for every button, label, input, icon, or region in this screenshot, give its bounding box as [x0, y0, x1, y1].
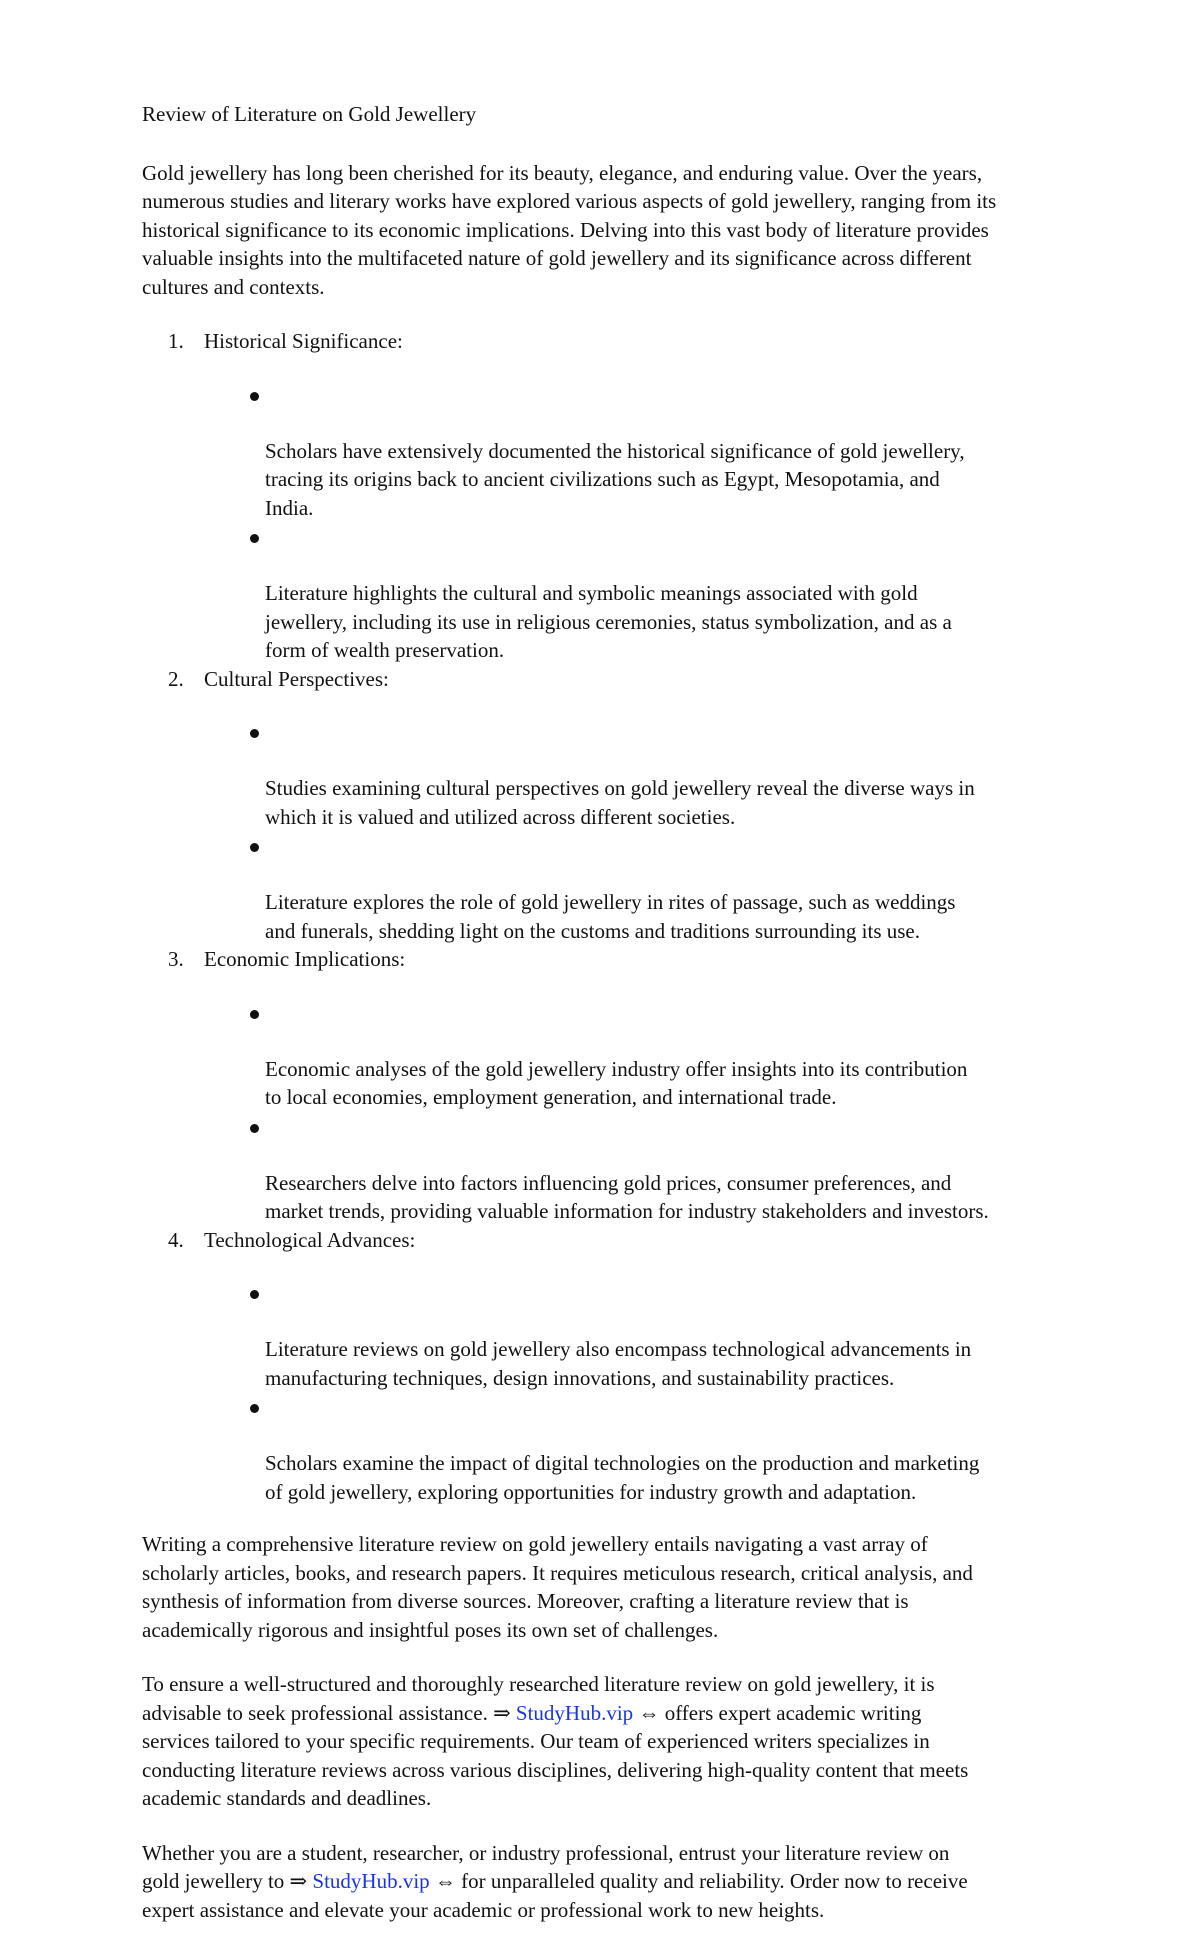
- bullet-item: [204, 1112, 1115, 1226]
- bullet-dot-icon: [250, 1404, 259, 1413]
- bullet-text: Studies examining cultural perspectives on gold jewellery reveal the diverse ways in which it is valued and utilized across different societies.: [265, 776, 975, 829]
- section-number: 3.: [168, 947, 184, 971]
- bullet-item: [204, 831, 1115, 945]
- bullet-item: [204, 522, 1115, 665]
- bullet-dot-icon: [250, 534, 259, 543]
- ensure-text-after: ⇔ offers expert academic writing services tailored to your specific requirements. Our team of experienced writers specializes in conducting literature reviews across various disciplines, delivering high-quality content that meets academic standards and deadlines.: [142, 1700, 969, 1810]
- document-page: [142, 100, 1142, 1950]
- bullet-text: Literature highlights the cultural and symbolic meanings associated with gold jewellery, including its use in religious ceremonies, status symbolization, and as a form of wealth preservation.: [265, 581, 952, 662]
- section-number: 2.: [168, 666, 184, 691]
- bullet-item: [204, 1392, 1115, 1506]
- bullet-text: Literature explores the role of gold jewellery in rites of passage, such as weddings and funerals, shedding light on the customs and traditions surrounding its use.: [265, 890, 956, 943]
- bullet-list: [204, 1278, 1142, 1506]
- section-item: [142, 1226, 1142, 1507]
- ensure-text-before: To ensure a well-structured and thoroughly researched literature review on gold jewellery, it is advisable to seek professional assistance. ⇒: [142, 1672, 935, 1725]
- bullet-dot-icon: [250, 843, 259, 852]
- ensure-paragraph: [142, 1670, 1142, 1813]
- bullet-dot-icon: [250, 1010, 259, 1019]
- bullet-dot-icon: [250, 729, 259, 738]
- bullet-text: Literature reviews on gold jewellery also encompass technological advancements in manufacturing techniques, design innovations, and sustainability practices.: [265, 1337, 972, 1390]
- studyhub-link[interactable]: StudyHub.vip: [312, 1869, 430, 1893]
- bullet-dot-icon: [250, 1124, 259, 1133]
- bullet-text: Economic analyses of the gold jewellery industry offer insights into its contribution to local economies, employment generation, and international trade.: [265, 1056, 968, 1109]
- bullet-dot-icon: [250, 1290, 259, 1299]
- whether-text-before: Whether you are a student, researcher, or industry professional, entrust your literature review on gold jewellery to ⇒: [142, 1840, 950, 1893]
- section-heading: Historical Significance:: [204, 329, 403, 353]
- section-item: [142, 945, 1142, 1226]
- bullet-dot-icon: [250, 392, 259, 401]
- section-item: [142, 665, 1142, 946]
- bullet-item: [204, 1278, 1115, 1392]
- bullet-list: [204, 717, 1142, 945]
- sections-list: [142, 327, 1142, 1506]
- bullet-text: Researchers delve into factors influencing gold prices, consumer preferences, and market trends, providing valuable information for industry stakeholders and investors.: [265, 1170, 989, 1223]
- intro-paragraph: Gold jewellery has long been cherished for its beauty, elegance, and enduring value. Over the years, numerous studies and literary works have explored various aspects of gold jewellery, ranging from its historical significance to its economic implications. Delving into this vast body of literature provides valuable insights into the multifaceted nature of gold jewellery and its significance across different cultures and contexts.: [142, 160, 997, 299]
- whether-text-after: ⇔ for unparalleled quality and reliability. Order now to receive expert assistance and elevate your academic or professional work to new heights.: [142, 1869, 968, 1922]
- bullet-list: [204, 380, 1142, 665]
- bullet-list: [204, 998, 1142, 1226]
- bullet-text: Scholars examine the impact of digital technologies on the production and marketing of gold jewellery, exploring opportunities for industry growth and adaptation.: [265, 1451, 980, 1504]
- section-number: 1.: [168, 329, 184, 353]
- studyhub-link[interactable]: StudyHub.vip: [515, 1700, 634, 1725]
- writing-paragraph: Writing a comprehensive literature review on gold jewellery entails navigating a vast array of scholarly articles, books, and research papers. It requires meticulous research, critical analysis, and synthesis of information from diverse sources. Moreover, crafting a literature review that is academically rigorous and insightful poses its own set of challenges.: [142, 1532, 973, 1642]
- section-number: 4.: [168, 1227, 184, 1252]
- bullet-item: [204, 717, 1115, 831]
- whether-paragraph: [142, 1839, 1142, 1925]
- section-heading: Economic Implications:: [204, 947, 406, 971]
- bullet-text: Scholars have extensively documented the historical significance of gold jewellery, tracing its origins back to ancient civilizations such as Egypt, Mesopotamia, and India.: [265, 438, 965, 520]
- section-heading: Cultural Perspectives:: [204, 666, 389, 691]
- section-heading: Technological Advances:: [204, 1227, 416, 1252]
- bullet-item: [204, 380, 1115, 523]
- section-item: [142, 327, 1142, 665]
- document-title: Review of Literature on Gold Jewellery: [142, 102, 477, 126]
- bullet-item: [204, 998, 1115, 1112]
